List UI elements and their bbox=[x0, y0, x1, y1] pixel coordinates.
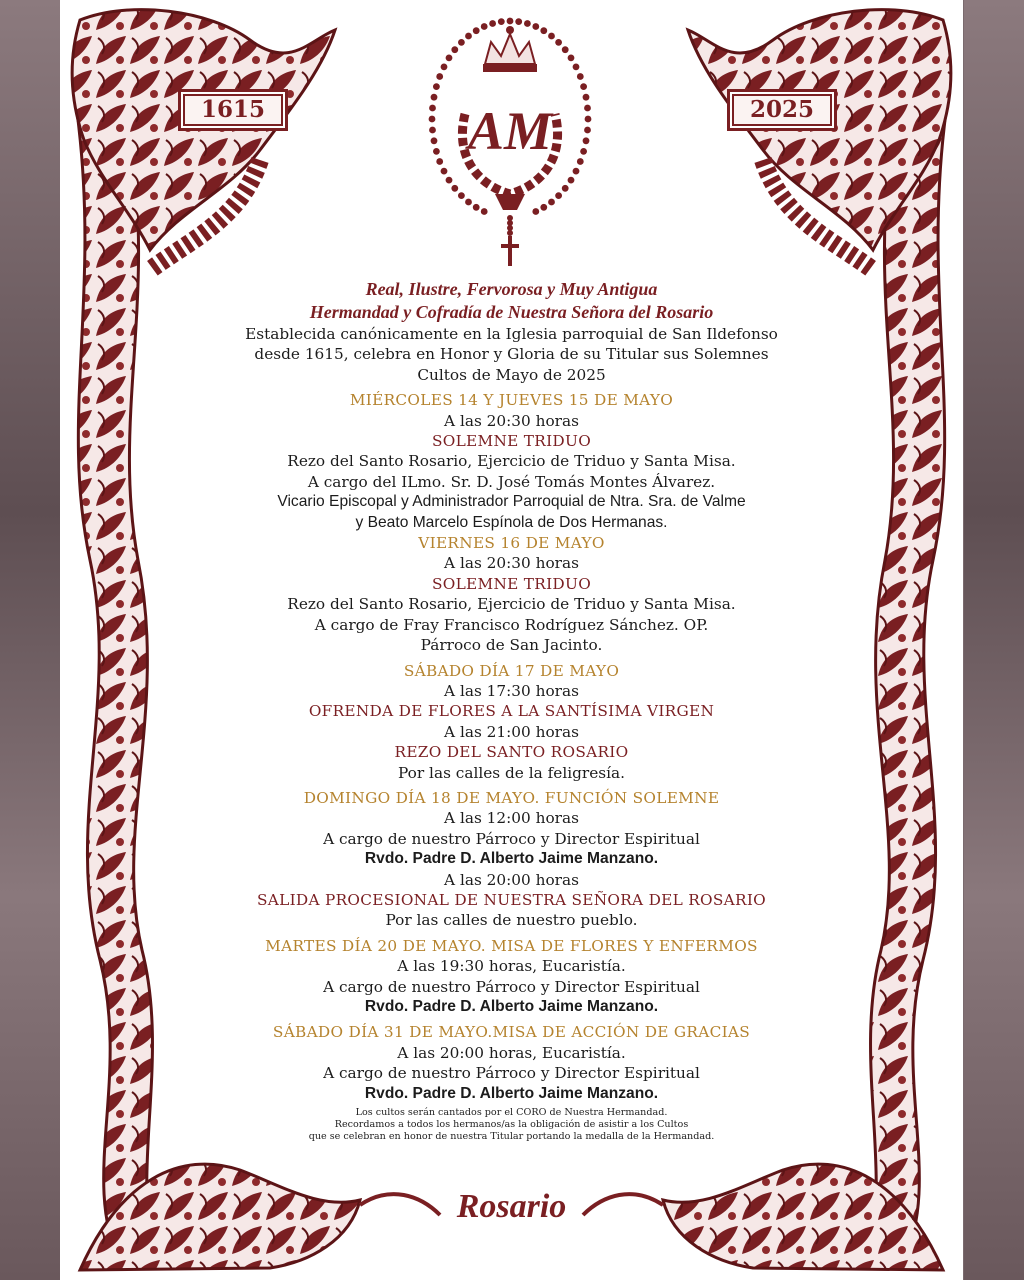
footnote-1: Los cultos serán cantados por el CORO de Nuestra Hermandad. bbox=[355, 1107, 668, 1119]
rosary-bead bbox=[473, 27, 480, 34]
signature-rosario: Rosario bbox=[456, 1188, 567, 1225]
rosary-bead bbox=[433, 83, 440, 90]
rosary-bead bbox=[481, 23, 488, 30]
rosary-bead bbox=[583, 94, 590, 101]
rosary-bead bbox=[429, 105, 436, 112]
act-title-3b: REZO DEL SANTO ROSARIO bbox=[394, 743, 629, 762]
brotherhood-title-line-2: Hermandad y Cofradía de Nuestra Señora del Rosario bbox=[309, 302, 714, 322]
rosary-bead bbox=[577, 73, 584, 80]
act-title-2: SOLEMNE TRIDUO bbox=[431, 574, 592, 593]
rosary-bead bbox=[584, 127, 591, 134]
time-1: A las 20:30 horas bbox=[444, 411, 579, 430]
rosary-bead bbox=[573, 168, 580, 175]
rosary-bead bbox=[441, 64, 448, 71]
rosary-bead bbox=[555, 39, 562, 46]
detail-1a: Rezo del Santo Rosario, Ejercicio de Triduo y Santa Misa. bbox=[287, 452, 736, 471]
rosary-bead bbox=[540, 204, 547, 211]
detail-2a: Rezo del Santo Rosario, Ejercicio de Triduo y Santa Misa. bbox=[287, 595, 736, 614]
rosary-bead bbox=[583, 137, 590, 144]
rosary-bead bbox=[515, 18, 522, 25]
rosary-bead bbox=[433, 148, 440, 155]
time-3b: A las 21:00 horas bbox=[444, 722, 579, 741]
rosary-bead bbox=[473, 204, 480, 211]
detail-1c: Vicario Episcopal y Administrador Parroquial de Ntra. Sra. de Valme bbox=[277, 493, 746, 511]
time-4a: A las 12:00 horas bbox=[444, 809, 579, 828]
celebrant-4: Rvdo. Padre D. Alberto Jaime Manzano. bbox=[364, 850, 659, 868]
celebrant-6: Rvdo. Padre D. Alberto Jaime Manzano. bbox=[364, 1084, 659, 1102]
intro-text-line-2: desde 1615, celebra en Honor y Gloria de su Titular sus Solemnes bbox=[254, 345, 769, 364]
rosary-bead bbox=[498, 18, 505, 25]
detail-1b: A cargo del ILmo. Sr. D. José Tomás Montes Álvarez. bbox=[307, 472, 716, 491]
act-title-4: SALIDA PROCESIONAL DE NUESTRA SEÑORA DEL ROSARIO bbox=[256, 890, 767, 909]
rosary-bead bbox=[555, 192, 562, 199]
time-2: A las 20:30 horas bbox=[444, 554, 579, 573]
footnote-2: Recordamos a todos los hermanos/as la obligación de asistir a los Cultos bbox=[334, 1119, 689, 1131]
rosary-bead bbox=[585, 116, 592, 123]
date-heading-4: DOMINGO DÍA 18 DE MAYO. FUNCIÓN SOLEMNE bbox=[303, 788, 720, 807]
intro-text-line-1: Establecida canónicamente en la Iglesia parroquial de San Ildefonso bbox=[245, 325, 778, 343]
detail-5a: A cargo de nuestro Párroco y Director Espiritual bbox=[323, 977, 700, 996]
rosary-bead bbox=[481, 208, 488, 215]
rosary-bead bbox=[562, 185, 569, 192]
svg-text:AM: AM bbox=[467, 101, 553, 161]
rosary-bead bbox=[507, 18, 514, 25]
rosary-bead bbox=[524, 20, 531, 27]
intro-text-line-3: Cultos de Mayo de 2025 bbox=[417, 365, 606, 384]
rosary-bead bbox=[446, 177, 453, 184]
main-text bbox=[210, 278, 813, 1143]
rosary-bead bbox=[548, 199, 555, 206]
rosary-bead bbox=[532, 208, 539, 215]
rosary-bead bbox=[436, 73, 443, 80]
rosary-bead bbox=[568, 55, 575, 62]
detail-4a: A cargo de nuestro Párroco y Director Espiritual bbox=[323, 829, 700, 848]
rosary-bead bbox=[465, 199, 472, 206]
rosary-bead bbox=[584, 105, 591, 112]
rosary-bead bbox=[562, 46, 569, 53]
brotherhood-title-line-1: Real, Ilustre, Fervorosa y Muy Antigua bbox=[365, 279, 658, 299]
rosary-bead bbox=[451, 185, 458, 192]
date-heading-3: SÁBADO DÍA 17 DE MAYO bbox=[403, 661, 620, 680]
detail-6a: A cargo de nuestro Párroco y Director Espiritual bbox=[323, 1064, 700, 1083]
footnote-3: que se celebran en honor de nuestra Titular portando la medalla de la Hermandad. bbox=[308, 1131, 715, 1143]
rosary-bead bbox=[458, 192, 465, 199]
act-title-1: SOLEMNE TRIDUO bbox=[431, 432, 592, 451]
rosary-bead bbox=[507, 230, 513, 236]
rosary-bead bbox=[577, 158, 584, 165]
detail-4b: Por las calles de nuestro pueblo. bbox=[385, 911, 638, 930]
year-plaque-right: 2025 bbox=[727, 89, 837, 131]
rosary-bead bbox=[431, 94, 438, 101]
rosary-bead bbox=[458, 39, 465, 46]
rosary-bead bbox=[446, 55, 453, 62]
detail-2b: A cargo de Fray Francisco Rodríguez Sánchez. OP. bbox=[314, 615, 709, 634]
rosary-bead bbox=[441, 168, 448, 175]
rosary-bead bbox=[568, 177, 575, 184]
time-6: A las 20:00 horas, Eucaristía. bbox=[397, 1043, 626, 1062]
detail-1d: y Beato Marcelo Espínola de Dos Hermanas. bbox=[355, 513, 668, 531]
detail-2c: Párroco de San Jacinto. bbox=[420, 636, 603, 655]
year-plaque-left: 1615 bbox=[178, 89, 288, 131]
time-5: A las 19:30 horas, Eucaristía. bbox=[397, 957, 626, 976]
rosary-bead bbox=[431, 137, 438, 144]
rosary-bead bbox=[580, 148, 587, 155]
rosary-bead bbox=[580, 83, 587, 90]
date-heading-1: MIÉRCOLES 14 Y JUEVES 15 DE MAYO bbox=[349, 391, 674, 410]
blurred-background-left bbox=[0, 0, 60, 1280]
rosary-bead bbox=[573, 64, 580, 71]
rosary-bead bbox=[532, 23, 539, 30]
time-3a: A las 17:30 horas bbox=[444, 681, 579, 700]
rosary-bead bbox=[429, 116, 436, 123]
rosary-bead bbox=[436, 158, 443, 165]
rosary-bead bbox=[540, 27, 547, 34]
rosary-bead bbox=[451, 46, 458, 53]
poster bbox=[60, 0, 963, 1280]
detail-3a: Por las calles de la feligresía. bbox=[398, 763, 625, 782]
celebrant-5: Rvdo. Padre D. Alberto Jaime Manzano. bbox=[364, 998, 659, 1015]
time-4b: A las 20:00 horas bbox=[444, 870, 579, 889]
date-heading-2: VIERNES 16 DE MAYO bbox=[418, 534, 605, 553]
marian-crest-emblem bbox=[425, 14, 595, 274]
rosary-bead bbox=[489, 20, 496, 27]
rosary-bead bbox=[548, 33, 555, 40]
date-heading-5: MARTES DÍA 20 DE MAYO. MISA DE FLORES Y ENFERMOS bbox=[265, 936, 758, 955]
date-heading-6: SÁBADO DÍA 31 DE MAYO.MISA DE ACCIÓN DE GRACIAS bbox=[272, 1023, 751, 1042]
rosary-bead bbox=[429, 127, 436, 134]
rosary-bead bbox=[465, 33, 472, 40]
act-title-3a: OFRENDA DE FLORES A LA SANTÍSIMA VIRGEN bbox=[308, 702, 715, 721]
blurred-background-right bbox=[964, 0, 1024, 1280]
